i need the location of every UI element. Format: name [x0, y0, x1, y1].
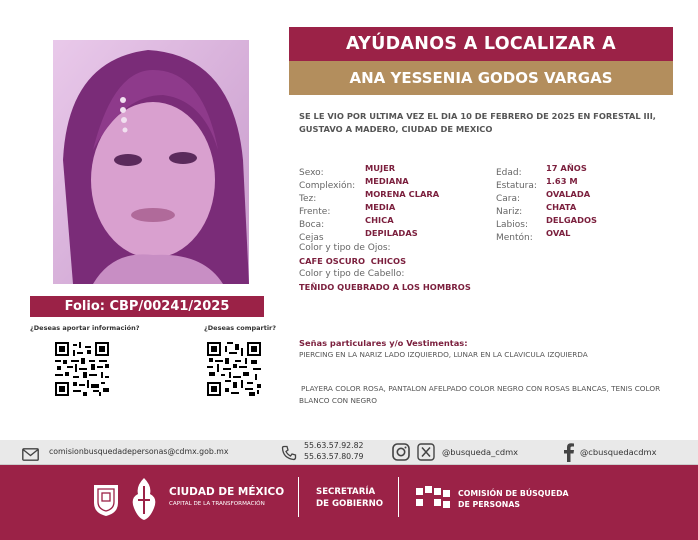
footer-bar [0, 465, 698, 540]
cdmx-title: CIUDAD DE MÉXICO [169, 486, 285, 498]
footer-divider [398, 477, 399, 517]
detail-menton [496, 228, 571, 243]
missing-person-name: ANA YESSENIA GODOS VARGAS [289, 61, 673, 95]
contact-phone-1[interactable]: 55.63.57.92.82 [304, 441, 364, 450]
detail-value: DELGADOS [546, 215, 597, 225]
phone-icon [281, 445, 297, 465]
secretaria-line-1: SECRETARÍA [316, 487, 376, 497]
detail-complexion [299, 176, 409, 191]
qr-code-share[interactable] [207, 342, 261, 396]
detail-label: Frente: [299, 207, 331, 217]
comision-logo-icon [416, 486, 450, 516]
detail-label: Edad: [496, 168, 522, 178]
facebook-icon[interactable] [563, 443, 575, 466]
detail-edad [496, 163, 587, 178]
vestimenta-text: PLAYERA COLOR ROSA, PANTALON AFELPADO COLOR NEGRO CON ROSAS BLANCAS, TENIS COLOR BLANCO CON NEGRO [299, 384, 661, 405]
detail-cara [496, 189, 591, 204]
detail-label: Sexo: [299, 168, 324, 178]
secretaria-line-2: DE GOBIERNO [316, 499, 384, 509]
footer-divider [298, 477, 299, 517]
contact-twitter[interactable]: @busqueda_cdmx [442, 447, 519, 457]
detail-value: 17 AÑOS [546, 163, 587, 173]
detail-value: MORENA CLARA [365, 189, 440, 199]
detail-value: MEDIANA [365, 176, 409, 186]
detail-label: Nariz: [496, 207, 523, 217]
contact-bar [0, 440, 698, 465]
detail-label: Mentón: [496, 233, 533, 243]
x-twitter-icon[interactable] [417, 443, 435, 465]
contact-email[interactable]: comisionbusquedadepersonas@cdmx.gob.mx [49, 447, 229, 456]
comision-line-2: DE PERSONAS [458, 500, 520, 509]
detail-value: OVAL [546, 228, 571, 238]
email-icon [22, 446, 39, 465]
detail-value: OVALADA [546, 189, 591, 199]
eyes-value: CAFE OSCURO CHICOS [299, 256, 407, 266]
last-seen-text: SE LE VIO POR ULTIMA VEZ EL DIA 10 DE FEBRERO DE 2025 EN FORESTAL III, GUSTAVO A MADERO, CIUDAD DE MEXICO [299, 111, 656, 134]
detail-boca [299, 215, 394, 230]
detail-value: 1.63 M [546, 176, 578, 186]
detail-label: Tez: [299, 194, 317, 204]
detail-value: MEDIA [365, 202, 396, 212]
eyes-label: Color y tipo de Ojos: [299, 243, 391, 253]
hair-value: TEÑIDO QUEBRADO A LOS HOMBROS [299, 282, 471, 292]
folio-number: Folio: CBP/00241/2025 [30, 296, 264, 317]
detail-value: CHATA [546, 202, 577, 212]
contact-facebook[interactable]: @cbusquedacdmx [580, 447, 657, 457]
detail-value: MUJER [365, 163, 396, 173]
detail-nariz [496, 202, 577, 217]
senas-title: Señas particulares y/o Vestimentas: [299, 338, 468, 348]
qr-share-label: ¿Deseas compartir? [204, 324, 277, 332]
detail-label: Labios: [496, 220, 528, 230]
instagram-icon[interactable] [392, 443, 410, 465]
hair-label: Color y tipo de Cabello: [299, 269, 405, 279]
detail-labios [496, 215, 597, 230]
detail-label: Complexión: [299, 181, 356, 191]
detail-label: Cejas [299, 233, 324, 243]
detail-label: Boca: [299, 220, 325, 230]
senas-text: PIERCING EN LA NARIZ LADO IZQUIERDO, LUNAR EN LA CLAVICULA IZQUIERDA [299, 350, 588, 359]
missing-person-photo [53, 40, 249, 284]
detail-value: CHICA [365, 215, 394, 225]
detail-frente [299, 202, 396, 217]
header-title: AYÚDANOS A LOCALIZAR A [289, 27, 673, 61]
cdmx-subtitle: CAPITAL DE LA TRANSFORMACIÓN [169, 501, 265, 507]
detail-estatura [496, 176, 578, 191]
qr-info-label: ¿Deseas aportar información? [30, 324, 140, 332]
qr-code-info[interactable] [55, 342, 109, 396]
detail-value: DEPILADAS [365, 228, 418, 238]
comision-line-1: COMISIÓN DE BÚSQUEDA [458, 489, 569, 498]
detail-label: Cara: [496, 194, 521, 204]
detail-tez [299, 189, 440, 204]
detail-label: Estatura: [496, 181, 537, 191]
detail-sexo [299, 163, 396, 178]
detail-cejas [299, 228, 418, 243]
cdmx-shield-icon [92, 483, 120, 521]
cdmx-crest-icon [128, 476, 160, 526]
contact-phone-2[interactable]: 55.63.57.80.79 [304, 452, 364, 461]
